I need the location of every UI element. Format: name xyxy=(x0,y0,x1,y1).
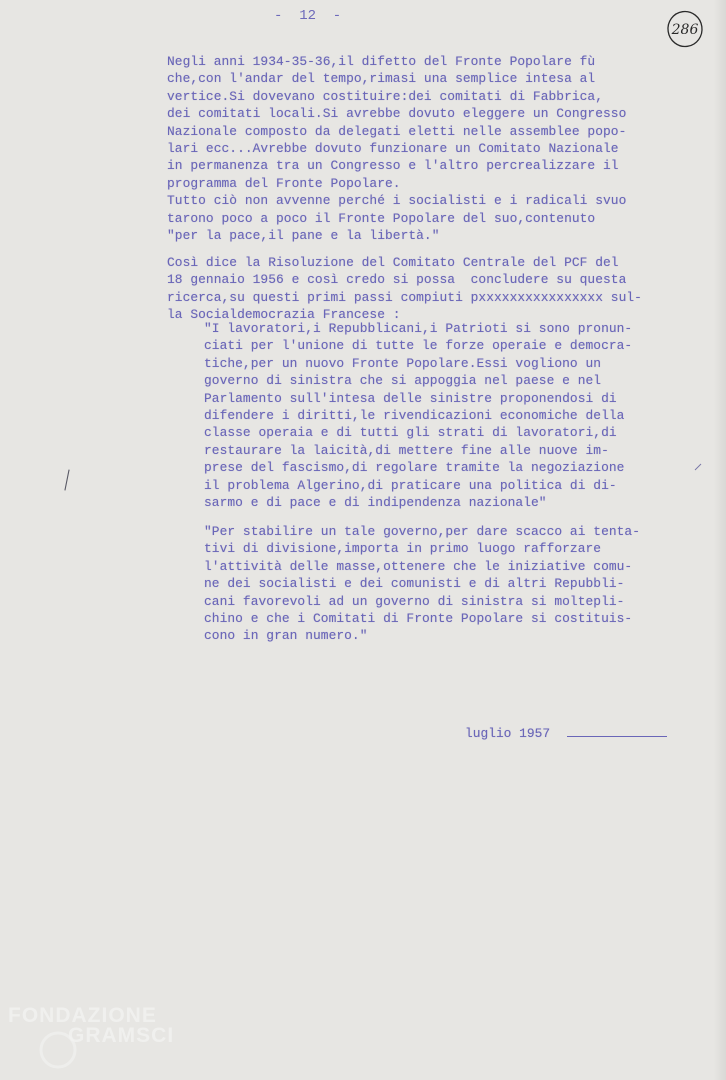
svg-text:FONDAZIONE: FONDAZIONE xyxy=(8,1004,157,1027)
quote-governo xyxy=(204,523,640,645)
quote-line: ne dei socialisti e dei comunisti e di altri Repubbli- xyxy=(204,576,625,592)
quote-line: tivi di divisione,importa in primo luogo rafforzare xyxy=(204,541,602,557)
margin-tick-mark xyxy=(693,462,703,472)
text-line: lari ecc...Avrebbe dovuto funzionare un Comitato Nazionale xyxy=(167,140,619,156)
quote-line: sarmo e di pace e di indipendenza nazionale" xyxy=(204,494,547,510)
quote-line: cono in gran numero." xyxy=(204,628,368,644)
archive-number-text: 286 xyxy=(671,22,699,38)
document-date: luglio 1957 xyxy=(465,726,551,741)
margin-pencil-mark xyxy=(60,468,74,492)
fondazione-gramsci-watermark xyxy=(6,1000,196,1080)
quote-line: classe operaia e di tutti gli strati di lavoratori,di xyxy=(204,425,617,441)
text-line: Nazionale composto da delegati eletti nelle assemblee popo- xyxy=(167,123,627,139)
text-line: programma del Fronte Popolare. xyxy=(167,175,401,191)
text-line: ricerca,su questi primi passi compiuti pxxxxxxxxxxxxxxxx sul- xyxy=(167,289,642,305)
quote-line: "Per stabilire un tale governo,per dare scacco ai tenta- xyxy=(204,524,640,539)
quote-line: Parlamento sull'intesa delle sinistre proponendosi di xyxy=(204,390,617,406)
quote-line: il problema Algerino,di praticare una politica di di- xyxy=(204,477,617,493)
paragraph-fronte-popolare xyxy=(167,53,626,244)
quote-line: l'attività delle masse,ottenere che le iniziative comu- xyxy=(204,558,633,574)
text-line: dei comitati locali.Si avrebbe dovuto eleggere un Congresso xyxy=(167,106,627,122)
text-line: Negli anni 1934-35-36,il difetto del Fronte Popolare fù xyxy=(167,54,596,69)
text-line: Così dice la Risoluzione del Comitato Centrale del PCF del xyxy=(167,255,619,270)
quote-line: ciati per l'unione di tutte le forze operaie e democra- xyxy=(204,338,633,354)
quote-line: restaurare la laicità,di mettere fine alle nuove im- xyxy=(204,442,609,458)
signature-rule xyxy=(567,736,667,737)
quote-line: governo di sinistra che si appoggia nel paese e nel xyxy=(204,373,602,389)
text-line: in permanenza tra un Congresso e l'altro percrealizzare il xyxy=(167,158,619,174)
quote-line: "I lavoratori,i Repubblicani,i Patrioti si sono pronun- xyxy=(204,321,633,336)
text-line: la Socialdemocrazia Francese : xyxy=(167,307,401,323)
page-number: - 12 - xyxy=(274,8,342,24)
quote-lavoratori xyxy=(204,320,632,511)
paragraph-risoluzione xyxy=(167,254,642,324)
page-edge xyxy=(714,0,726,1080)
text-line: vertice.Si dovevano costituire:dei comitati di Fabbrica, xyxy=(167,88,603,104)
archive-number-stamp xyxy=(665,9,705,49)
text-line: tarono poco a poco il Fronte Popolare del suo,contenuto xyxy=(167,210,596,226)
quote-line: cani favorevoli ad un governo di sinistra si moltepli- xyxy=(204,593,625,609)
text-line: Tutto ciò non avvenne perché i socialisti e i radicali svuo xyxy=(167,193,627,209)
text-line: 18 gennaio 1956 e così credo si possa concludere su questa xyxy=(167,272,627,288)
svg-text:GRAMSCI: GRAMSCI xyxy=(68,1024,175,1047)
quote-line: tiche,per un nuovo Fronte Popolare.Essi vogliono un xyxy=(204,355,602,371)
quote-line: prese del fascismo,di regolare tramite la negoziazione xyxy=(204,460,625,476)
text-line: che,con l'andar del tempo,rimasi una semplice intesa al xyxy=(167,71,596,87)
quote-line: chino e che i Comitati di Fronte Popolare si costituis- xyxy=(204,610,633,626)
text-line: "per la pace,il pane e la libertà." xyxy=(167,227,440,243)
quote-line: difendere i diritti,le rivendicazioni economiche della xyxy=(204,407,625,423)
